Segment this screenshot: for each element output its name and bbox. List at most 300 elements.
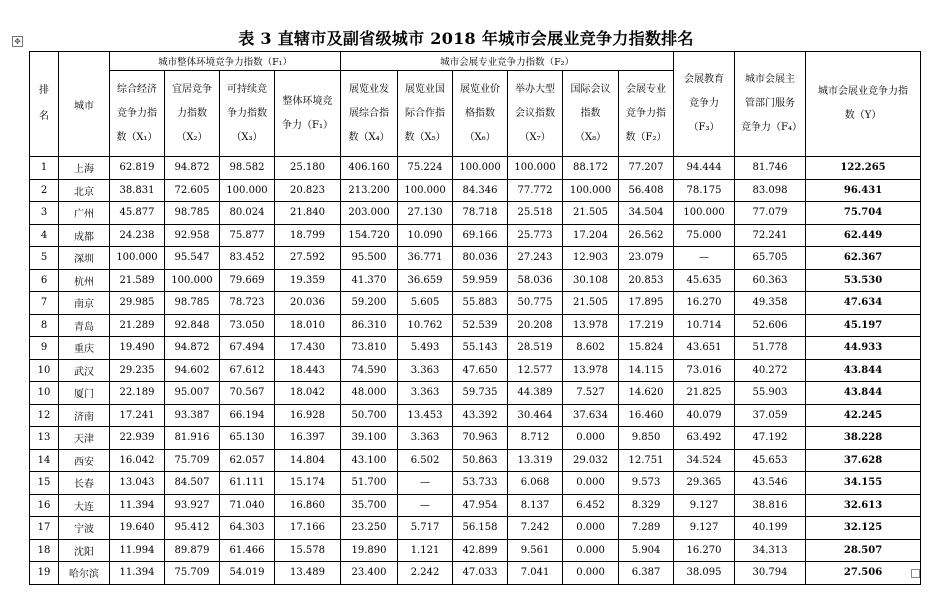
cell-x3: 62.057 bbox=[220, 449, 275, 472]
cell-x3: 66.194 bbox=[220, 404, 275, 427]
cell-x2: 93.927 bbox=[165, 494, 220, 517]
header-group-environment: 城市整体环境竞争力指数（F₁） bbox=[110, 52, 341, 71]
cell-x5: — bbox=[398, 472, 453, 495]
cell-f2: 20.853 bbox=[619, 269, 674, 292]
cell-x6: 69.166 bbox=[453, 224, 508, 247]
cell-x7: 20.208 bbox=[508, 314, 563, 337]
cell-y: 75.704 bbox=[806, 202, 921, 225]
cell-city: 南京 bbox=[59, 292, 110, 315]
cell-x3: 75.877 bbox=[220, 224, 275, 247]
cell-x6: 56.158 bbox=[453, 517, 508, 540]
cell-y: 38.228 bbox=[806, 427, 921, 450]
cell-city: 青岛 bbox=[59, 314, 110, 337]
cell-x4: 35.700 bbox=[341, 494, 398, 517]
cell-x4: 406.160 bbox=[341, 157, 398, 180]
cell-city: 成都 bbox=[59, 224, 110, 247]
cell-x8: 12.903 bbox=[563, 247, 619, 270]
cell-y: 28.507 bbox=[806, 539, 921, 562]
cell-f4: 45.653 bbox=[735, 449, 806, 472]
cell-x4: 95.500 bbox=[341, 247, 398, 270]
cell-y: 47.634 bbox=[806, 292, 921, 315]
cell-x3: 64.303 bbox=[220, 517, 275, 540]
cell-x5: 6.502 bbox=[398, 449, 453, 472]
cell-x5: 1.121 bbox=[398, 539, 453, 562]
cell-x6: 53.733 bbox=[453, 472, 508, 495]
cell-x8: 0.000 bbox=[563, 427, 619, 450]
table-row bbox=[30, 427, 921, 450]
cell-x1: 29.235 bbox=[110, 359, 165, 382]
cell-y: 122.265 bbox=[806, 157, 921, 180]
cell-f1: 21.840 bbox=[275, 202, 341, 225]
cell-x6: 55.883 bbox=[453, 292, 508, 315]
cell-y: 62.449 bbox=[806, 224, 921, 247]
cell-x2: 81.916 bbox=[165, 427, 220, 450]
header-f2: 会展专业竞争力指数（F₂） bbox=[619, 71, 674, 157]
cell-f2: 8.329 bbox=[619, 494, 674, 517]
cell-x6: 55.143 bbox=[453, 337, 508, 360]
cell-x8: 0.000 bbox=[563, 517, 619, 540]
cell-y: 37.628 bbox=[806, 449, 921, 472]
cell-x7: 50.775 bbox=[508, 292, 563, 315]
cell-y: 62.367 bbox=[806, 247, 921, 270]
cell-x6: 100.000 bbox=[453, 157, 508, 180]
cell-x8: 0.000 bbox=[563, 472, 619, 495]
cell-y: 32.125 bbox=[806, 517, 921, 540]
header-x6: 展览业价格指数（X₆） bbox=[453, 71, 508, 157]
cell-f2: 14.115 bbox=[619, 359, 674, 382]
cell-f3: 63.492 bbox=[674, 427, 735, 450]
cell-f2: 12.751 bbox=[619, 449, 674, 472]
cell-x3: 67.612 bbox=[220, 359, 275, 382]
cell-city: 济南 bbox=[59, 404, 110, 427]
cell-x5: 36.659 bbox=[398, 269, 453, 292]
cell-f3: 16.270 bbox=[674, 292, 735, 315]
cell-x4: 74.590 bbox=[341, 359, 398, 382]
table-row bbox=[30, 179, 921, 202]
cell-x1: 11.994 bbox=[110, 539, 165, 562]
cell-x7: 9.561 bbox=[508, 539, 563, 562]
cell-f4: 40.199 bbox=[735, 517, 806, 540]
cell-rank: 15 bbox=[30, 472, 59, 495]
cell-f3: 45.635 bbox=[674, 269, 735, 292]
cell-x4: 51.700 bbox=[341, 472, 398, 495]
cell-f4: 65.705 bbox=[735, 247, 806, 270]
header-x1: 综合经济竞争力指数（X₁） bbox=[110, 71, 165, 157]
cell-x2: 94.602 bbox=[165, 359, 220, 382]
cell-x6: 70.963 bbox=[453, 427, 508, 450]
cell-x8: 6.452 bbox=[563, 494, 619, 517]
cell-x3: 79.669 bbox=[220, 269, 275, 292]
cell-x1: 11.394 bbox=[110, 562, 165, 585]
table-row bbox=[30, 157, 921, 180]
table-row bbox=[30, 449, 921, 472]
cell-rank: 7 bbox=[30, 292, 59, 315]
cell-f3: 16.270 bbox=[674, 539, 735, 562]
cell-x5: 5.717 bbox=[398, 517, 453, 540]
cell-f1: 20.036 bbox=[275, 292, 341, 315]
cell-x1: 22.939 bbox=[110, 427, 165, 450]
cell-rank: 17 bbox=[30, 517, 59, 540]
cell-x1: 21.289 bbox=[110, 314, 165, 337]
cell-x6: 78.718 bbox=[453, 202, 508, 225]
cell-x2: 95.412 bbox=[165, 517, 220, 540]
cell-f4: 52.606 bbox=[735, 314, 806, 337]
cell-x5: 5.493 bbox=[398, 337, 453, 360]
cell-rank: 6 bbox=[30, 269, 59, 292]
cell-f3: 29.365 bbox=[674, 472, 735, 495]
cell-x5: 13.453 bbox=[398, 404, 453, 427]
cell-x4: 86.310 bbox=[341, 314, 398, 337]
cell-x7: 27.243 bbox=[508, 247, 563, 270]
cell-x1: 19.640 bbox=[110, 517, 165, 540]
cell-x1: 100.000 bbox=[110, 247, 165, 270]
ranking-table bbox=[29, 51, 921, 585]
cell-f3: 75.000 bbox=[674, 224, 735, 247]
cell-x7: 12.577 bbox=[508, 359, 563, 382]
cell-x8: 100.000 bbox=[563, 179, 619, 202]
cell-f3: 34.524 bbox=[674, 449, 735, 472]
header-group-professional: 城市会展专业竞争力指数（F₂） bbox=[341, 52, 674, 71]
cell-city: 上海 bbox=[59, 157, 110, 180]
cell-y: 45.197 bbox=[806, 314, 921, 337]
cell-f1: 16.860 bbox=[275, 494, 341, 517]
cell-x3: 73.050 bbox=[220, 314, 275, 337]
cell-f1: 20.823 bbox=[275, 179, 341, 202]
header-x7: 举办大型会议指数（X₇） bbox=[508, 71, 563, 157]
header-city: 城市 bbox=[59, 52, 110, 157]
cell-x3: 61.111 bbox=[220, 472, 275, 495]
cell-f4: 51.778 bbox=[735, 337, 806, 360]
cell-rank: 8 bbox=[30, 314, 59, 337]
cell-x2: 84.507 bbox=[165, 472, 220, 495]
cell-x4: 203.000 bbox=[341, 202, 398, 225]
cell-y: 43.844 bbox=[806, 382, 921, 405]
cell-f1: 17.166 bbox=[275, 517, 341, 540]
cell-rank: 3 bbox=[30, 202, 59, 225]
table-row bbox=[30, 224, 921, 247]
cell-x4: 19.890 bbox=[341, 539, 398, 562]
cell-x7: 77.772 bbox=[508, 179, 563, 202]
cell-f4: 81.746 bbox=[735, 157, 806, 180]
cell-city: 广州 bbox=[59, 202, 110, 225]
cell-x6: 47.033 bbox=[453, 562, 508, 585]
cell-f4: 83.098 bbox=[735, 179, 806, 202]
cell-f4: 55.903 bbox=[735, 382, 806, 405]
cell-x2: 95.547 bbox=[165, 247, 220, 270]
cell-f3: 94.444 bbox=[674, 157, 735, 180]
cell-x7: 28.519 bbox=[508, 337, 563, 360]
cell-x6: 59.959 bbox=[453, 269, 508, 292]
cell-x1: 38.831 bbox=[110, 179, 165, 202]
cell-f3: 38.095 bbox=[674, 562, 735, 585]
cell-x2: 92.958 bbox=[165, 224, 220, 247]
cell-x8: 37.634 bbox=[563, 404, 619, 427]
cell-f1: 13.489 bbox=[275, 562, 341, 585]
cell-f2: 9.573 bbox=[619, 472, 674, 495]
cell-x6: 43.392 bbox=[453, 404, 508, 427]
cell-f3: 73.016 bbox=[674, 359, 735, 382]
cell-x6: 50.863 bbox=[453, 449, 508, 472]
cell-f1: 16.397 bbox=[275, 427, 341, 450]
header-x5: 展览业国际合作指数（X₅） bbox=[398, 71, 453, 157]
cell-f1: 25.180 bbox=[275, 157, 341, 180]
cell-rank: 13 bbox=[30, 427, 59, 450]
cell-x1: 21.589 bbox=[110, 269, 165, 292]
cell-x7: 25.773 bbox=[508, 224, 563, 247]
cell-f2: 15.824 bbox=[619, 337, 674, 360]
cell-f1: 18.799 bbox=[275, 224, 341, 247]
cell-x6: 84.346 bbox=[453, 179, 508, 202]
cell-f4: 72.241 bbox=[735, 224, 806, 247]
cell-x1: 11.394 bbox=[110, 494, 165, 517]
cell-city: 沈阳 bbox=[59, 539, 110, 562]
cell-x4: 39.100 bbox=[341, 427, 398, 450]
header-x2: 宜居竞争力指数（X₂） bbox=[165, 71, 220, 157]
cell-f3: 9.127 bbox=[674, 517, 735, 540]
cell-x2: 94.872 bbox=[165, 337, 220, 360]
cell-f4: 47.192 bbox=[735, 427, 806, 450]
cell-x4: 50.700 bbox=[341, 404, 398, 427]
cell-x2: 75.709 bbox=[165, 562, 220, 585]
cell-x5: 100.000 bbox=[398, 179, 453, 202]
cell-city: 哈尔滨 bbox=[59, 562, 110, 585]
cell-rank: 16 bbox=[30, 494, 59, 517]
cell-x1: 24.238 bbox=[110, 224, 165, 247]
cell-y: 27.506 bbox=[806, 562, 921, 585]
cell-x8: 30.108 bbox=[563, 269, 619, 292]
cell-x3: 65.130 bbox=[220, 427, 275, 450]
header-x4: 展览业发展综合指数（X₄） bbox=[341, 71, 398, 157]
cell-x4: 41.370 bbox=[341, 269, 398, 292]
cell-f1: 16.928 bbox=[275, 404, 341, 427]
cell-rank: 19 bbox=[30, 562, 59, 585]
cell-x1: 22.189 bbox=[110, 382, 165, 405]
cell-f2: 17.219 bbox=[619, 314, 674, 337]
cell-x5: 36.771 bbox=[398, 247, 453, 270]
cell-city: 宁波 bbox=[59, 517, 110, 540]
cell-f3: 9.127 bbox=[674, 494, 735, 517]
table-row bbox=[30, 269, 921, 292]
cell-f2: 56.408 bbox=[619, 179, 674, 202]
cell-f1: 19.359 bbox=[275, 269, 341, 292]
cell-x7: 7.242 bbox=[508, 517, 563, 540]
cell-f1: 27.592 bbox=[275, 247, 341, 270]
cell-x4: 59.200 bbox=[341, 292, 398, 315]
cell-x8: 0.000 bbox=[563, 539, 619, 562]
table-row bbox=[30, 292, 921, 315]
cell-f2: 23.079 bbox=[619, 247, 674, 270]
cell-f2: 34.504 bbox=[619, 202, 674, 225]
cell-x3: 70.567 bbox=[220, 382, 275, 405]
cell-x1: 29.985 bbox=[110, 292, 165, 315]
cell-x1: 19.490 bbox=[110, 337, 165, 360]
cell-city: 杭州 bbox=[59, 269, 110, 292]
table-row bbox=[30, 404, 921, 427]
cell-x5: 10.762 bbox=[398, 314, 453, 337]
cell-f2: 14.620 bbox=[619, 382, 674, 405]
header-x8: 国际会议指数（X₈） bbox=[563, 71, 619, 157]
header-rank: 排名 bbox=[30, 52, 59, 157]
cell-f1: 15.578 bbox=[275, 539, 341, 562]
cell-x4: 73.810 bbox=[341, 337, 398, 360]
cell-f3: 100.000 bbox=[674, 202, 735, 225]
cell-x4: 48.000 bbox=[341, 382, 398, 405]
table-row bbox=[30, 472, 921, 495]
cell-city: 长春 bbox=[59, 472, 110, 495]
cell-y: 44.933 bbox=[806, 337, 921, 360]
cell-f4: 49.358 bbox=[735, 292, 806, 315]
cell-x6: 47.650 bbox=[453, 359, 508, 382]
cell-f1: 18.010 bbox=[275, 314, 341, 337]
table-title: 表 3 直辖市及副省级城市 2018 年城市会展业竞争力指数排名 bbox=[238, 29, 694, 48]
cell-f2: 77.207 bbox=[619, 157, 674, 180]
cell-x2: 75.709 bbox=[165, 449, 220, 472]
cell-x3: 71.040 bbox=[220, 494, 275, 517]
table-row bbox=[30, 359, 921, 382]
cell-x7: 100.000 bbox=[508, 157, 563, 180]
cell-x8: 17.204 bbox=[563, 224, 619, 247]
cell-f4: 34.313 bbox=[735, 539, 806, 562]
cell-x2: 92.848 bbox=[165, 314, 220, 337]
header-f1: 整体环境竞争力（F₁） bbox=[275, 71, 341, 157]
cell-rank: 5 bbox=[30, 247, 59, 270]
header-x3: 可持续竞争力指数（X₃） bbox=[220, 71, 275, 157]
table-row bbox=[30, 517, 921, 540]
cell-x1: 16.042 bbox=[110, 449, 165, 472]
cell-x7: 58.036 bbox=[508, 269, 563, 292]
cell-f1: 17.430 bbox=[275, 337, 341, 360]
cell-city: 天津 bbox=[59, 427, 110, 450]
cell-x1: 62.819 bbox=[110, 157, 165, 180]
cell-f2: 17.895 bbox=[619, 292, 674, 315]
cell-f1: 15.174 bbox=[275, 472, 341, 495]
cell-x7: 13.319 bbox=[508, 449, 563, 472]
cell-f4: 43.546 bbox=[735, 472, 806, 495]
cell-f2: 7.289 bbox=[619, 517, 674, 540]
cell-x8: 21.505 bbox=[563, 292, 619, 315]
cell-y: 34.155 bbox=[806, 472, 921, 495]
cell-x7: 8.712 bbox=[508, 427, 563, 450]
cell-city: 北京 bbox=[59, 179, 110, 202]
cell-rank: 10 bbox=[30, 382, 59, 405]
cell-x7: 30.464 bbox=[508, 404, 563, 427]
cell-x2: 94.872 bbox=[165, 157, 220, 180]
table-row bbox=[30, 539, 921, 562]
table-move-handle-icon[interactable]: ✥ bbox=[12, 36, 23, 47]
cell-y: 53.530 bbox=[806, 269, 921, 292]
cell-x8: 0.000 bbox=[563, 562, 619, 585]
cell-x6: 80.036 bbox=[453, 247, 508, 270]
cell-f1: 14.804 bbox=[275, 449, 341, 472]
cell-x2: 72.605 bbox=[165, 179, 220, 202]
cell-x5: 27.130 bbox=[398, 202, 453, 225]
cell-f3: 40.079 bbox=[674, 404, 735, 427]
cell-f3: 21.825 bbox=[674, 382, 735, 405]
cell-x7: 25.518 bbox=[508, 202, 563, 225]
cell-x2: 100.000 bbox=[165, 269, 220, 292]
cell-x2: 98.785 bbox=[165, 202, 220, 225]
cell-x8: 29.032 bbox=[563, 449, 619, 472]
cell-f3: 43.651 bbox=[674, 337, 735, 360]
cell-x6: 47.954 bbox=[453, 494, 508, 517]
cell-x3: 67.494 bbox=[220, 337, 275, 360]
cell-x8: 8.602 bbox=[563, 337, 619, 360]
cell-x3: 61.466 bbox=[220, 539, 275, 562]
cell-f1: 18.042 bbox=[275, 382, 341, 405]
cell-x2: 93.387 bbox=[165, 404, 220, 427]
cell-f3: — bbox=[674, 247, 735, 270]
cell-f4: 30.794 bbox=[735, 562, 806, 585]
table-row bbox=[30, 382, 921, 405]
cell-x3: 98.582 bbox=[220, 157, 275, 180]
cell-x1: 45.877 bbox=[110, 202, 165, 225]
cell-city: 厦门 bbox=[59, 382, 110, 405]
header-f3: 会展教育竞争力（F₃） bbox=[674, 52, 735, 157]
cell-city: 重庆 bbox=[59, 337, 110, 360]
cell-x4: 213.200 bbox=[341, 179, 398, 202]
cell-x7: 7.041 bbox=[508, 562, 563, 585]
cell-city: 深圳 bbox=[59, 247, 110, 270]
cell-x4: 154.720 bbox=[341, 224, 398, 247]
cell-x4: 23.400 bbox=[341, 562, 398, 585]
cell-rank: 12 bbox=[30, 404, 59, 427]
cell-f2: 6.387 bbox=[619, 562, 674, 585]
table-row bbox=[30, 337, 921, 360]
cell-city: 大连 bbox=[59, 494, 110, 517]
cell-x6: 59.735 bbox=[453, 382, 508, 405]
cell-f3: 78.175 bbox=[674, 179, 735, 202]
cell-y: 42.245 bbox=[806, 404, 921, 427]
cell-y: 32.613 bbox=[806, 494, 921, 517]
header-y: 城市会展业竞争力指数（Y） bbox=[806, 52, 921, 157]
cell-x6: 52.539 bbox=[453, 314, 508, 337]
cell-x4: 43.100 bbox=[341, 449, 398, 472]
table-row bbox=[30, 494, 921, 517]
cell-f1: 18.443 bbox=[275, 359, 341, 382]
cell-f4: 37.059 bbox=[735, 404, 806, 427]
cell-f2: 9.850 bbox=[619, 427, 674, 450]
cell-x2: 98.785 bbox=[165, 292, 220, 315]
cell-x8: 13.978 bbox=[563, 314, 619, 337]
cell-f2: 26.562 bbox=[619, 224, 674, 247]
cell-y: 43.844 bbox=[806, 359, 921, 382]
cell-f3: 10.714 bbox=[674, 314, 735, 337]
cell-rank: 18 bbox=[30, 539, 59, 562]
cell-x5: 2.242 bbox=[398, 562, 453, 585]
cell-x8: 21.505 bbox=[563, 202, 619, 225]
cell-city: 武汉 bbox=[59, 359, 110, 382]
cell-rank: 10 bbox=[30, 359, 59, 382]
cell-x2: 95.007 bbox=[165, 382, 220, 405]
cell-rank: 2 bbox=[30, 179, 59, 202]
table-resize-handle[interactable] bbox=[911, 569, 920, 578]
cell-x4: 23.250 bbox=[341, 517, 398, 540]
cell-f4: 60.363 bbox=[735, 269, 806, 292]
cell-rank: 4 bbox=[30, 224, 59, 247]
cell-x5: 75.224 bbox=[398, 157, 453, 180]
cell-x5: 10.090 bbox=[398, 224, 453, 247]
cell-f2: 16.460 bbox=[619, 404, 674, 427]
cell-x7: 44.389 bbox=[508, 382, 563, 405]
table-row bbox=[30, 314, 921, 337]
cell-x8: 7.527 bbox=[563, 382, 619, 405]
cell-rank: 14 bbox=[30, 449, 59, 472]
cell-city: 西安 bbox=[59, 449, 110, 472]
cell-x3: 100.000 bbox=[220, 179, 275, 202]
cell-x5: 3.363 bbox=[398, 359, 453, 382]
cell-x3: 78.723 bbox=[220, 292, 275, 315]
cell-rank: 1 bbox=[30, 157, 59, 180]
